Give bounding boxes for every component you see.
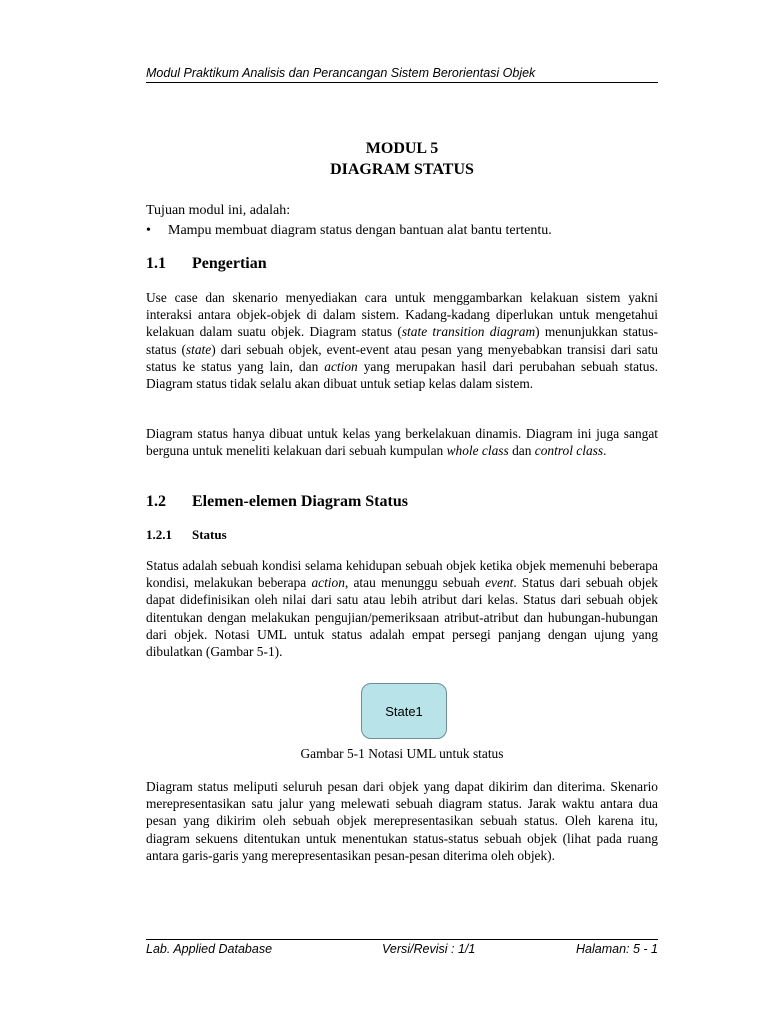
bullet-icon: • — [146, 223, 151, 238]
text-run: ) menunjukkan status-status ( — [146, 324, 658, 357]
module-name: DIAGRAM STATUS — [330, 161, 474, 178]
footer-page-number: Halaman: 5 - 1 — [576, 942, 658, 956]
italic-term: event — [485, 575, 514, 591]
text-run: . — [603, 443, 607, 459]
text-run: ) dari sebuah objek, event-event atau pesan yang menyebabkan transisi dari satu status ke status yang lain, dan — [146, 341, 658, 374]
state-label: State1 — [385, 703, 423, 719]
subsection-title: Status — [192, 527, 227, 542]
italic-term: control class — [534, 443, 604, 459]
subsection-number: 1.2.1 — [146, 527, 172, 542]
module-number: MODUL 5 — [365, 140, 439, 157]
text-run: , atau menunggu sebuah — [344, 575, 486, 591]
running-header: Modul Praktikum Analisis dan Perancangan Sistem Berorientasi Objek — [146, 66, 658, 83]
footer-version: Versi/Revisi : 1/1 — [382, 942, 476, 956]
text-run: Diagram status hanya dibuat untuk kelas yang berkelakuan dinamis. Diagram ini juga sangat berguna untuk meneliti kelakuan dari sebuah kumpulan — [146, 426, 658, 459]
paragraph-status — [146, 557, 658, 660]
section-number: 1.1 — [146, 255, 166, 272]
text-run: . Status dari sebuah objek dapat didefinisikan oleh nilai dari satu atau lebih atribut dari kelas. Status dari sebuah objek ditentukan dengan melakukan pengujian/pemeriksaan atribut-atribut dan hubungan-hubungan dari objek. Notasi UML untuk status adalah empat persegi panjang dengan ujung yang dibulatkan (Gambar 5-1). — [146, 575, 658, 660]
section-heading-1-1 — [146, 255, 267, 273]
subsection-heading-1-2-1 — [146, 527, 227, 543]
uml-state-node — [361, 683, 447, 739]
text-run: dan — [508, 443, 535, 459]
text-run: yang merupakan hasil dari perubahan sebuah status. Diagram status tidak selalu akan dibuat untuk setiap kelas dalam sistem. — [146, 358, 658, 392]
objectives-lead: Tujuan modul ini, adalah: — [146, 203, 291, 218]
italic-term: state — [185, 341, 212, 357]
section-title: Pengertian — [192, 255, 267, 272]
italic-term: state transition diagram — [401, 324, 536, 340]
objectives — [146, 202, 658, 240]
objective-item — [146, 222, 658, 240]
section-number: 1.2 — [146, 493, 166, 510]
figure-caption: Gambar 5-1 Notasi UML untuk status — [300, 746, 504, 761]
paragraph-scenario: Diagram status meliputi seluruh pesan dari objek yang dapat dikirim dan diterima. Skenario merepresentasikan satu jalur yang melewati sebuah diagram status. Jarak waktu antara dua pesan yang dikirim oleh sebuah objek merepresentasikan sebuah status. Oleh karena itu, diagram sekuens ditentukan untuk menentukan status-status sebuah objek (lihat pada ruang antara garis-garis yang merepresentasikan pesan-pesan diterima oleh objek). — [146, 779, 658, 863]
objective-text: Mampu membuat diagram status dengan bantuan alat bantu tertentu. — [168, 223, 552, 238]
text-run: Use case dan skenario menyediakan cara untuk menggambarkan kelakuan sistem yakni interaksi antara objek-objek di dalam sistem. Kadang-kadang diperlukan untuk mengetahui kelakuan dalam suatu objek. Diagram status ( — [146, 290, 658, 340]
text-run: Status adalah sebuah kondisi selama kehidupan sebuah objek ketika objek memenuhi beberapa kondisi, melakukan beberapa — [146, 558, 658, 591]
italic-term: action — [324, 358, 358, 374]
italic-term: whole class — [446, 443, 509, 459]
section-heading-1-2 — [146, 493, 408, 511]
paragraph-dynamic-classes — [146, 425, 658, 459]
running-footer — [146, 939, 658, 956]
italic-term: action — [311, 575, 345, 591]
section-title: Elemen-elemen Diagram Status — [192, 493, 408, 510]
module-title — [146, 138, 658, 180]
footer-lab: Lab. Applied Database — [146, 942, 273, 956]
paragraph-definition — [146, 289, 658, 392]
